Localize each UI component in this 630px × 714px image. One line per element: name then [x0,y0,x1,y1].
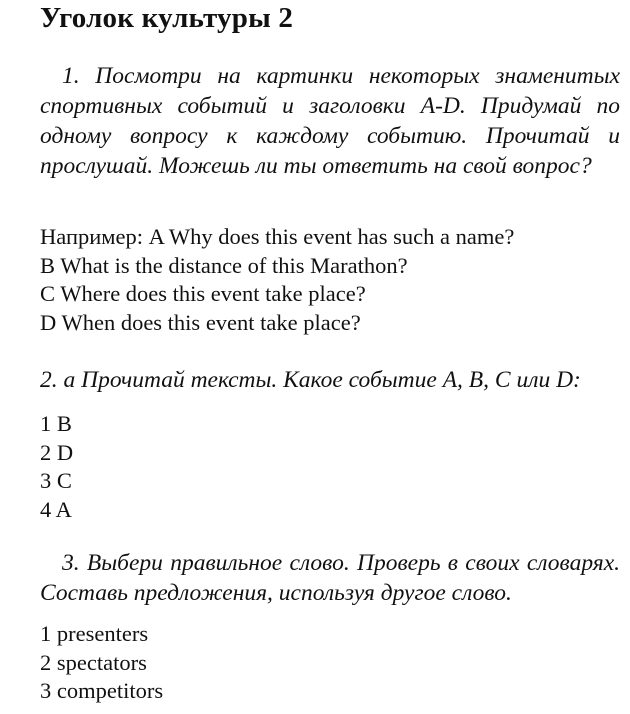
answer-line: 1 presenters [40,621,149,646]
answer-line: 2 spectators [40,649,147,675]
answer-line: C Where does this event take place? [40,281,366,306]
task-1-instruction: 1. Посмотри на картинки некоторых знаменитых спортивных событий и заголовки A-D. Придумай по одному вопросу к каждому событию. Прочитай и прослушай. Можешь ли ты ответить на свой вопрос? [40,63,620,179]
task-3-instruction: 3. Выбери правильное слово. Проверь в своих словарях. Составь предложения, используя другое слово. [40,550,620,606]
task-2-instruction: 2. а Прочитай тексты. Какое событие A, B, C или D: [40,367,581,393]
answer-line: B What is the distance of this Marathon? [40,252,408,278]
answer-line: D When does this event take place? [40,309,361,335]
answer-line: 4 A [40,496,72,522]
answer-line: 2 D [40,439,74,465]
task-1-answers [40,223,514,337]
page-title: Уголок культуры 2 [40,2,294,34]
answer-line: Например: A Why does this event has such a name? [40,224,515,249]
task-2-answers [40,410,73,524]
answer-line: 3 competitors [40,678,164,703]
answer-line: 3 C [40,468,72,493]
answer-line: 1 B [40,411,72,436]
task-3-answers [40,620,163,706]
